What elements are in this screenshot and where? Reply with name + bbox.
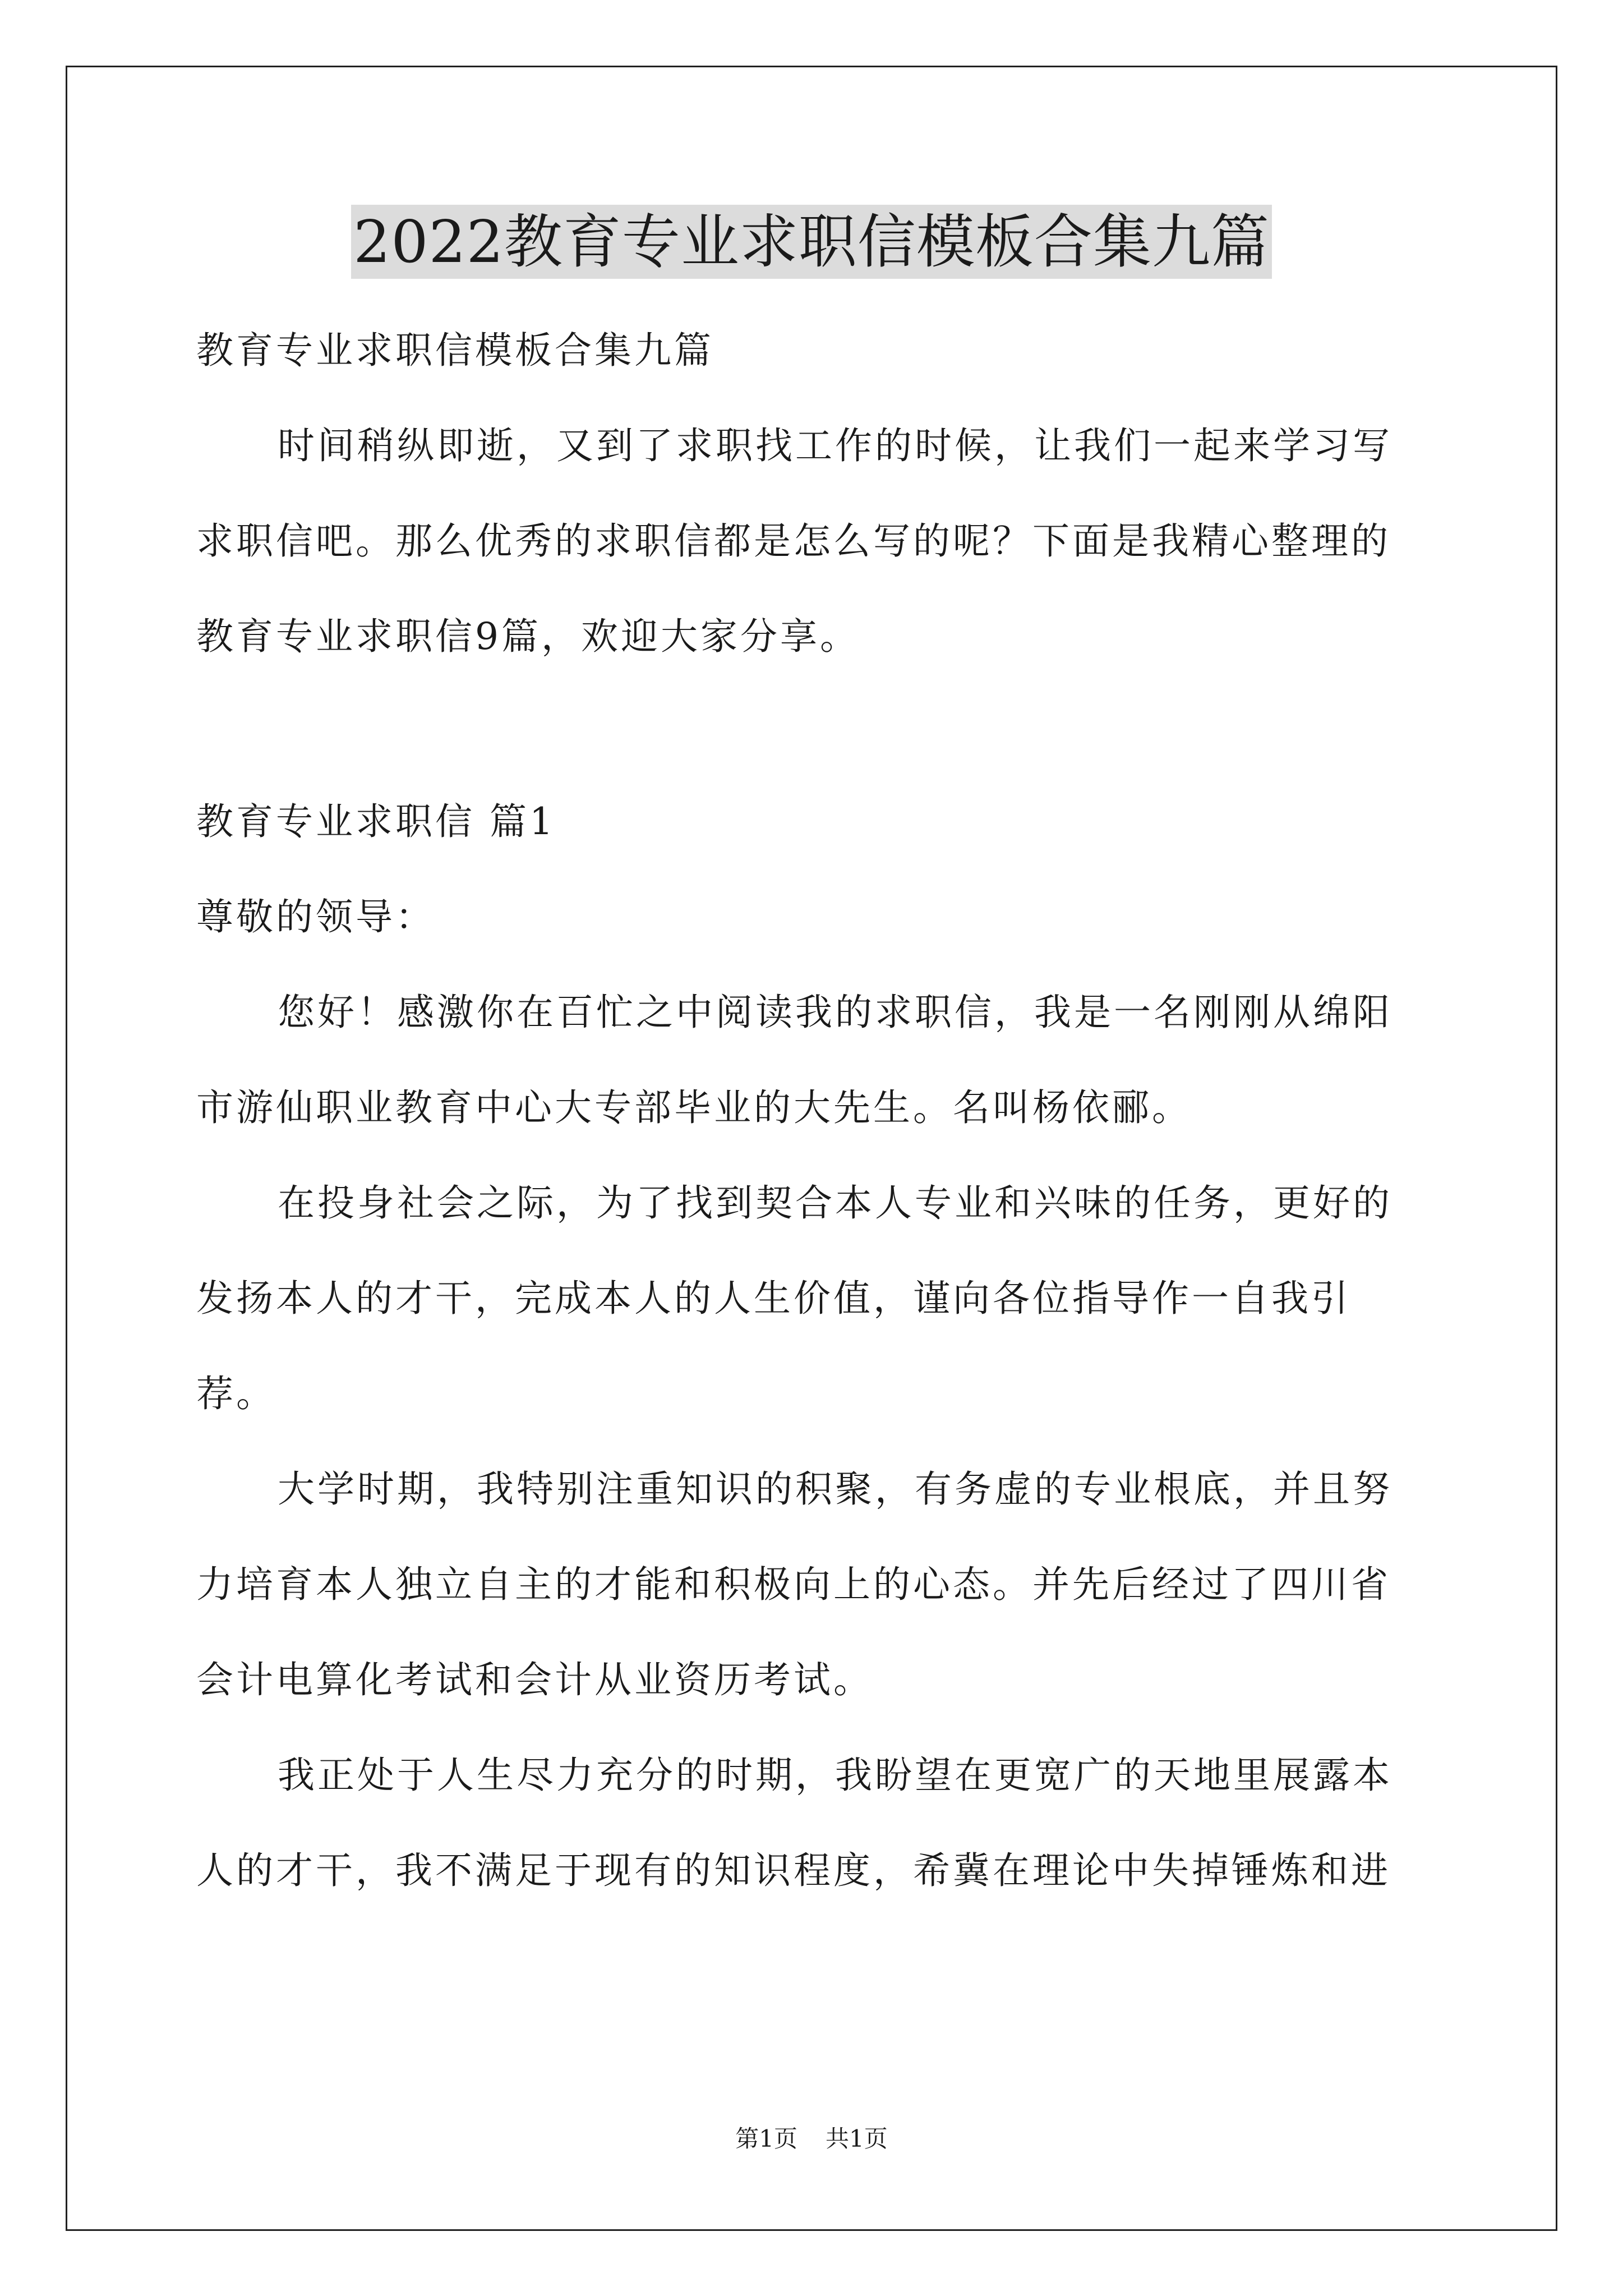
- paragraph-line: 力培育本人独立自主的才能和积极向上的心态。并先后经过了四川省: [196, 1563, 1391, 1606]
- paragraph-line: 发扬本人的才干，完成本人的人生价值，谨向各位指导作一自我引荐。: [196, 1277, 1351, 1415]
- salutation: 尊敬的领导：: [196, 895, 435, 938]
- paragraph-line: 会计电算化考试和会计从业资历考试。: [196, 1658, 873, 1701]
- paragraph-line: 您好！感激你在百忙之中阅读我的求职信，我是一名刚刚从绵阳: [278, 991, 1393, 1034]
- document-title: 2022教育专业求职信模板合集九篇: [351, 205, 1272, 279]
- section-gap: [196, 684, 1430, 774]
- intro-line: 时间稍纵即逝，又到了求职找工作的时候，让我们一起来学习写: [278, 424, 1393, 467]
- title-container: [0, 205, 1623, 279]
- page-total: 共1页: [826, 2125, 888, 2152]
- document-body: [196, 303, 1430, 1918]
- page-footer: [0, 2123, 1623, 2155]
- intro-line: 求职信吧。那么优秀的求职信都是怎么写的呢？下面是我精心整理的: [196, 519, 1391, 563]
- body-paragraph: [196, 965, 1430, 1156]
- paragraph-line: 市游仙职业教育中心大专部毕业的大先生。名叫杨依郦。: [196, 1086, 1192, 1129]
- body-paragraph: [196, 1442, 1430, 1728]
- page-number: 第1页: [735, 2125, 797, 2152]
- paragraph-line: 在投身社会之际，为了找到契合本人专业和兴味的任务，更好的: [278, 1181, 1393, 1225]
- intro-paragraph: [196, 398, 1430, 684]
- paragraph-line: 人的才干，我不满足于现有的知识程度，希冀在理论中失掉锤炼和进: [196, 1849, 1391, 1892]
- body-paragraph: [196, 1156, 1430, 1442]
- section-heading: 教育专业求职信 篇1: [196, 800, 556, 843]
- paragraph-line: 我正处于人生尽力充分的时期，我盼望在更宽广的天地里展露本: [278, 1754, 1393, 1797]
- paragraph-line: 大学时期，我特别注重知识的积聚，有务虚的专业根底，并且努: [278, 1467, 1393, 1511]
- document-subtitle: 教育专业求职信模板合集九篇: [196, 329, 714, 372]
- body-paragraph: [196, 1728, 1430, 1918]
- intro-line: 教育专业求职信9篇，欢迎大家分享。: [196, 615, 860, 658]
